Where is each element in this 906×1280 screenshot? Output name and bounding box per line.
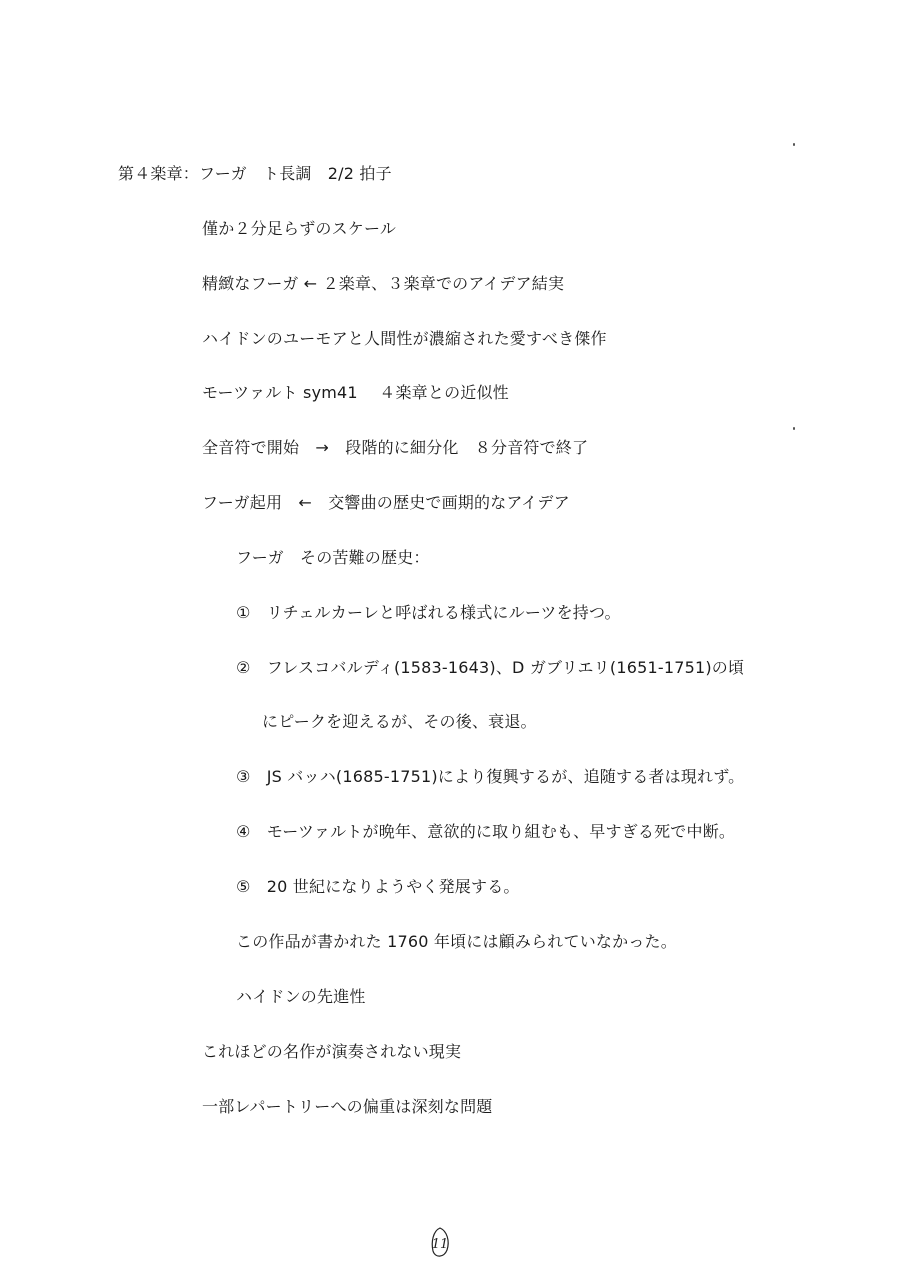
scan-speck	[793, 143, 795, 146]
page-number: 11	[431, 1237, 449, 1252]
note-line-4: モーツァルト sym41 ４楽章との近似性	[202, 383, 509, 402]
history-item-5: ⑤ 20 世紀になりようやく発展する。	[236, 877, 520, 896]
history-item-1: ① リチェルカーレと呼ばれる様式にルーツを持つ。	[236, 603, 621, 622]
closing-line-1: これほどの名作が演奏されない現実	[202, 1042, 462, 1061]
note-line-6: フーガ起用 ← 交響曲の歴史で画期的なアイデア	[202, 493, 570, 512]
note-line-2: 精緻なフーガ ← ２楽章、３楽章でのアイデア結実	[202, 274, 565, 293]
closing-line-2: 一部レパートリーへの偏重は深刻な問題	[202, 1097, 493, 1116]
history-item-2-continued: にピークを迎えるが、その後、衰退。	[262, 712, 537, 731]
page-number-mark	[428, 1226, 452, 1260]
note-line-1: 僅か２分足らずのスケール	[202, 219, 397, 238]
history-title: フーガ その苦難の歴史：	[236, 548, 430, 567]
history-item-2: ② フレスコバルディ(1583-1643)、D ガブリエリ(1651-1751)の頃	[236, 658, 745, 677]
haydn-progressiveness: ハイドンの先進性	[236, 987, 366, 1006]
history-item-4: ④ モーツァルトが晩年、意欲的に取り組むも、早すぎる死で中断。	[236, 822, 736, 841]
movement-heading: 第４楽章：フーガ ト長調 2/2 拍子	[118, 164, 392, 183]
note-line-3: ハイドンのユーモアと人間性が濃縮された愛すべき傑作	[202, 329, 607, 348]
note-line-5: 全音符で開始 → 段階的に細分化 ８分音符で終了	[202, 438, 589, 457]
history-conclusion: この作品が書かれた 1760 年頃には顧みられていなかった。	[236, 932, 677, 951]
history-item-3: ③ JS バッハ(1685-1751)により復興するが、追随する者は現れず。	[236, 767, 745, 786]
scan-speck	[793, 427, 795, 430]
